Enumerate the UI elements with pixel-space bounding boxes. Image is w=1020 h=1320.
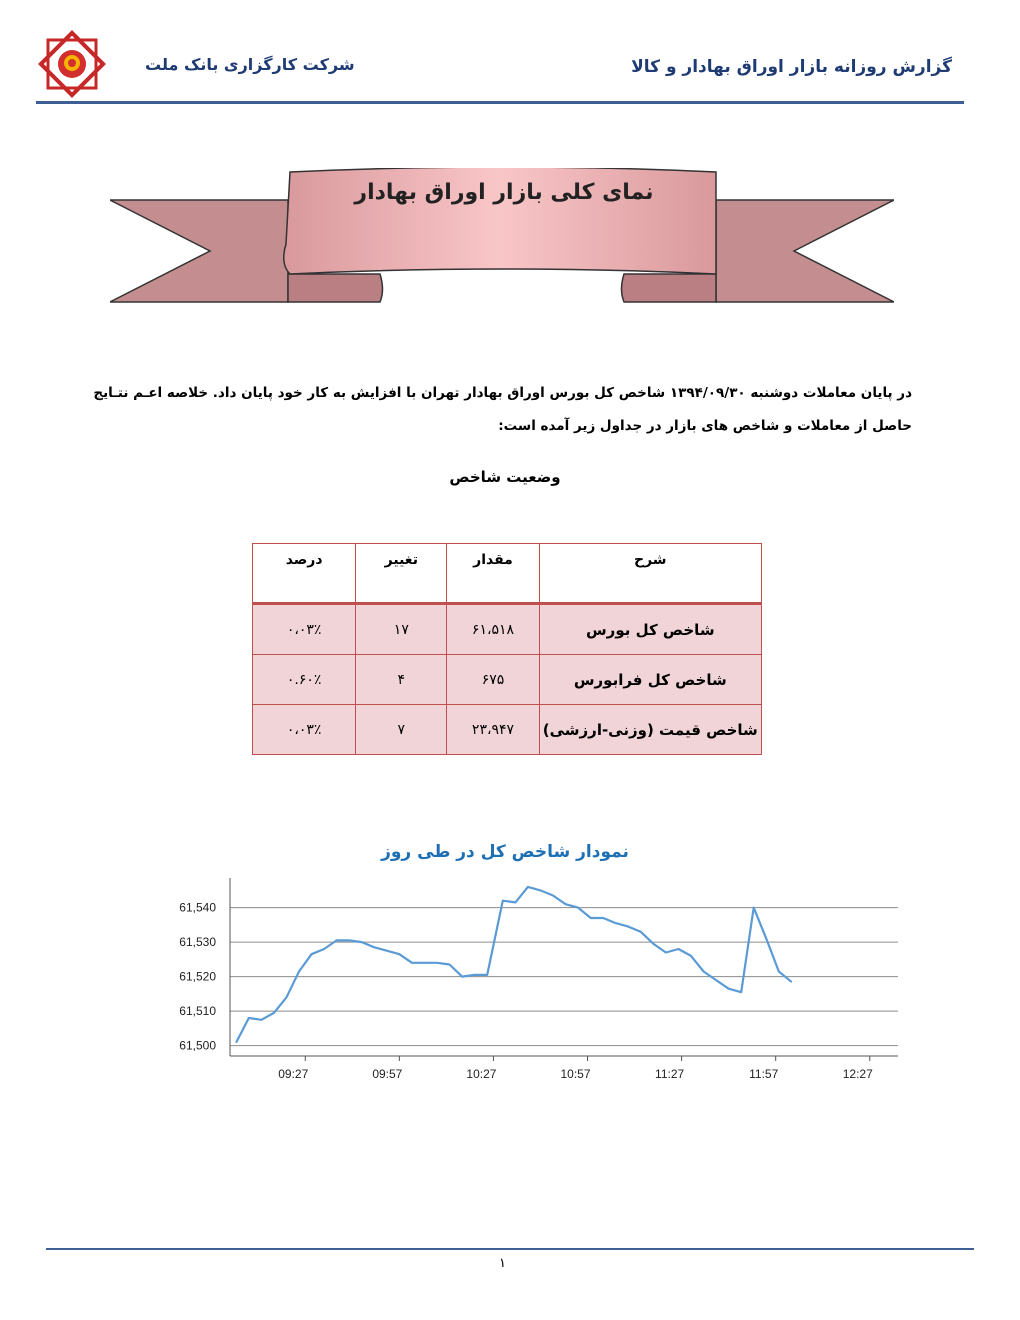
header-change: تغییر [356,544,447,604]
index-status-table [252,543,762,755]
row-description: شاخص قیمت (وزنی-ارزشی) [539,705,761,755]
data-point [386,950,388,952]
data-point [323,948,325,950]
index-series-line [236,887,791,1042]
data-point [515,902,517,904]
x-tick-label: 11:27 [655,1067,685,1081]
row-description: شاخص کل فرابورس [539,655,761,705]
row-value: ۶۷۵ [447,655,539,705]
data-point [765,938,767,940]
table-row [253,604,762,655]
row-change: ۱۷ [356,604,447,655]
row-change: ۴ [356,655,447,705]
table-row [253,655,762,705]
x-tick-label: 12:27 [842,1067,873,1081]
row-change: ۷ [356,705,447,755]
data-point [602,917,604,919]
data-point [424,962,426,964]
company-logo [38,30,106,98]
row-percent: ۰،۰۳٪ [253,705,356,755]
row-value: ۶۱،۵۱۸ [447,604,539,655]
data-point [235,1041,237,1043]
table-header-row [253,544,762,604]
page-number: ۱ [499,1256,506,1271]
data-point [540,890,542,892]
data-point [728,988,730,990]
row-value: ۲۳،۹۴۷ [447,705,539,755]
data-point [791,981,793,983]
data-point [286,997,288,999]
x-tick-label: 10:57 [560,1067,591,1081]
data-point [778,971,780,973]
data-point [486,974,488,976]
data-point [703,971,705,973]
data-point [474,974,476,976]
data-point [740,991,742,993]
header-divider [36,101,964,104]
data-point [348,940,350,942]
x-tick-label: 10:27 [466,1067,497,1081]
y-tick-label: 61,540 [179,900,216,915]
data-point [678,948,680,950]
header-description: شرح [539,544,761,604]
footer-divider [46,1248,974,1250]
y-tick-label: 61,510 [179,1004,216,1019]
x-tick-label: 09:57 [372,1067,403,1081]
intro-paragraph-line-2: حاصل از معاملات و شاخص های بازار در جداول زیر آمده است: [498,418,912,434]
row-percent: ۰.۶۰٪ [253,655,356,705]
data-point [715,979,717,981]
row-percent: ۰،۰۳٪ [253,604,356,655]
intro-paragraph-line-1: در پایان معاملات دوشنبه ۱۳۹۴/۰۹/۳۰ شاخص کل بورس اوراق بهادار تهران با افزایش به کار خود پایان داد. خلاصه اعـم نتـایج [93,385,912,401]
data-point [336,940,338,942]
data-point [552,895,554,897]
data-point [248,1017,250,1019]
row-description: شاخص کل بورس [539,604,761,655]
report-title: گزارش روزانه بازار اوراق بهادار و کالا [631,57,952,77]
data-point [527,886,529,888]
x-tick-label: 11:57 [749,1067,779,1081]
data-point [373,946,375,948]
data-point [665,952,667,954]
data-point [361,941,363,943]
data-point [502,900,504,902]
x-tick-label: 09:27 [278,1067,309,1081]
data-point [640,931,642,933]
data-point [273,1012,275,1014]
header-percent: درصد [253,544,356,604]
data-point [653,943,655,945]
data-point [461,976,463,978]
data-point [590,917,592,919]
data-point [436,962,438,964]
data-point [627,926,629,928]
banner-title: نمای کلی بازار اوراق بهادار [354,180,654,205]
data-point [615,922,617,924]
table-row [253,705,762,755]
data-point [449,964,451,966]
index-table-caption: وضعیت شاخص [449,468,561,486]
data-point [298,971,300,973]
data-point [311,953,313,955]
company-name: شرکت کارگزاری بانک ملت [145,55,355,74]
y-tick-label: 61,530 [179,935,216,950]
data-point [577,907,579,909]
y-tick-label: 61,520 [179,969,216,984]
data-point [565,903,567,905]
chart-title: نمودار شاخص کل در طی روز [381,842,629,862]
data-point [399,953,401,955]
intraday-index-chart [150,868,920,1100]
data-point [690,955,692,957]
header-value: مقدار [447,544,539,604]
data-point [753,907,755,909]
data-point [411,962,413,964]
data-point [261,1019,263,1021]
y-tick-label: 61,500 [179,1038,216,1053]
